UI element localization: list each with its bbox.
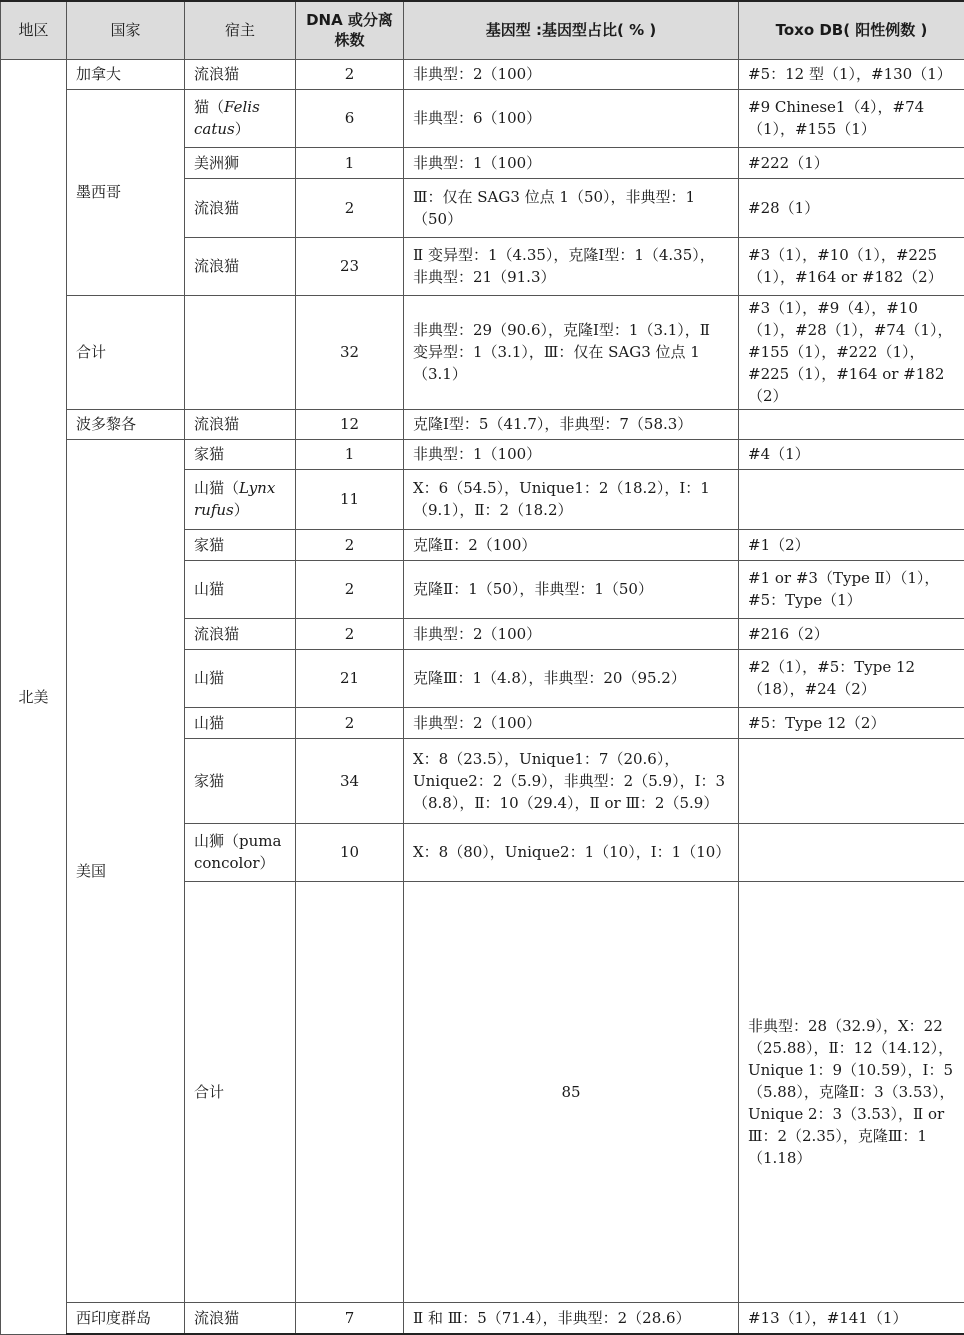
- host-latin-name: Felis catus: [194, 98, 260, 138]
- toxodb-cell: #3（1），#10（1），#225（1），#164 or #182（2）: [739, 237, 964, 295]
- toxodb-cell: [739, 823, 964, 881]
- count-cell: 10: [296, 823, 404, 881]
- host-cell: 山猫: [185, 560, 296, 618]
- genotype-cell: 非典型：29（90.6），克隆Ⅰ型：1（3.1），Ⅱ 变异型：1（3.1），Ⅲ：仅在 SAG3 位点 1（3.1）: [404, 295, 739, 409]
- table-row: [1, 59, 964, 89]
- genotype-cell: X：8（23.5），Unique1：7（20.6），Unique2：2（5.9），非典型：2（5.9），I：3（8.8），Ⅱ：10（29.4），Ⅱ or Ⅲ：2（5.9）: [404, 738, 739, 823]
- country-cell: 加拿大: [67, 59, 185, 89]
- count-cell: 12: [296, 409, 404, 439]
- genotype-cell: 非典型：2（100）: [404, 618, 739, 649]
- count-cell: 1: [296, 439, 404, 469]
- genotype-cell: 非典型：6（100）: [404, 89, 739, 147]
- host-latin-name: Lynx rufus: [194, 479, 275, 519]
- host-cell: 流浪猫: [185, 178, 296, 237]
- host-prefix: 猫（: [194, 98, 224, 116]
- toxodb-cell: [739, 409, 964, 439]
- toxodb-cell: #5：Type 12（2）: [739, 707, 964, 738]
- genotype-cell: Ⅲ：仅在 SAG3 位点 1（50），非典型：1（50）: [404, 178, 739, 237]
- toxodb-cell: [739, 469, 964, 529]
- toxodb-cell: #13（1），#141（1）: [739, 1302, 964, 1334]
- host-cell: [296, 881, 404, 1302]
- genotype-cell: 非典型：2（100）: [404, 707, 739, 738]
- table-row: [1, 1302, 964, 1334]
- host-suffix: ）: [234, 501, 249, 519]
- table-row: [1, 409, 964, 439]
- genotype-cell: 克隆Ⅱ：2（100）: [404, 529, 739, 560]
- genotype-cell: 非典型：1（100）: [404, 439, 739, 469]
- count-cell: 21: [296, 649, 404, 707]
- host-cell: [185, 295, 296, 409]
- host-cell: 家猫: [185, 529, 296, 560]
- header-host: 宿主: [185, 1, 296, 59]
- host-suffix: ）: [235, 120, 250, 138]
- genotype-cell: X：6（54.5），Unique1：2（18.2），Ⅰ：1（9.1），Ⅱ：2（18.2）: [404, 469, 739, 529]
- header-genotype: 基因型 :基因型占比( % ): [404, 1, 739, 59]
- count-cell: 1: [296, 147, 404, 178]
- genotype-cell: Ⅱ 变异型：1（4.35），克隆Ⅰ型：1（4.35），非典型：21（91.3）: [404, 237, 739, 295]
- header-region: 地区: [1, 1, 67, 59]
- country-cell: 合计: [67, 295, 185, 409]
- count-cell: 32: [296, 295, 404, 409]
- toxodb-cell: #2（1），#5：Type 12（18），#24（2）: [739, 649, 964, 707]
- country-cell: 西印度群岛: [67, 1302, 185, 1334]
- count-cell: 34: [296, 738, 404, 823]
- country-cell: 墨西哥: [67, 89, 185, 295]
- host-cell: 流浪猫: [185, 237, 296, 295]
- host-cell: [185, 89, 296, 147]
- toxodb-cell: #1 or #3（Type Ⅱ）（1），#5：Type（1）: [739, 560, 964, 618]
- host-cell: 流浪猫: [185, 59, 296, 89]
- table-row: [1, 295, 964, 409]
- toxodb-cell: #9 Chinese1（4），#74（1），#155（1）: [739, 89, 964, 147]
- country-cell: 美国: [67, 439, 185, 1302]
- toxodb-cell: #4（1）: [739, 439, 964, 469]
- count-cell: 23: [296, 237, 404, 295]
- host-cell: 山猫: [185, 649, 296, 707]
- host-cell: 流浪猫: [185, 409, 296, 439]
- genotype-cell: 非典型：28（32.9），X：22（25.88），Ⅱ：12（14.12），Unique 1：9（10.59），I：5（5.88），克隆Ⅱ：3（3.53），Unique 2：3（3.53），Ⅱ or Ⅲ：2（2.35），克隆Ⅲ：1（1.18）: [739, 881, 964, 1302]
- genotype-cell: 克隆Ⅰ型：5（41.7），非典型：7（58.3）: [404, 409, 739, 439]
- table-row: [1, 89, 964, 147]
- region-cell: 北美: [1, 59, 67, 1334]
- count-cell: 2: [296, 618, 404, 649]
- host-cell: 家猫: [185, 738, 296, 823]
- host-cell: 流浪猫: [185, 1302, 296, 1334]
- host-cell: 山猫: [185, 707, 296, 738]
- host-cell: 家猫: [185, 439, 296, 469]
- genotype-cell: 非典型：1（100）: [404, 147, 739, 178]
- host-cell: 山狮（puma concolor）: [185, 823, 296, 881]
- genotype-cell: 非典型：2（100）: [404, 59, 739, 89]
- toxodb-cell: #216（2）: [739, 618, 964, 649]
- toxodb-cell: #222（1）: [739, 147, 964, 178]
- host-cell: 流浪猫: [185, 618, 296, 649]
- country-cell: 合计: [185, 881, 296, 1302]
- count-cell: 2: [296, 59, 404, 89]
- host-cell: 美洲狮: [185, 147, 296, 178]
- genotype-cell: Ⅱ 和 Ⅲ：5（71.4），非典型：2（28.6）: [404, 1302, 739, 1334]
- count-cell: 7: [296, 1302, 404, 1334]
- country-cell: 波多黎各: [67, 409, 185, 439]
- host-cell: [185, 469, 296, 529]
- count-cell: 11: [296, 469, 404, 529]
- count-cell: 2: [296, 707, 404, 738]
- header-row: [1, 1, 964, 59]
- header-dna-count: DNA 或分离株数: [296, 1, 404, 59]
- toxodb-cell: #5：12 型（1），#130（1）: [739, 59, 964, 89]
- count-cell: 85: [404, 881, 739, 1302]
- toxodb-cell: #1（2）: [739, 529, 964, 560]
- toxodb-cell: #28（1）: [739, 178, 964, 237]
- genotype-cell: 克隆Ⅲ：1（4.8），非典型：20（95.2）: [404, 649, 739, 707]
- count-cell: 2: [296, 529, 404, 560]
- count-cell: 6: [296, 89, 404, 147]
- toxodb-cell: [739, 738, 964, 823]
- count-cell: 2: [296, 560, 404, 618]
- table-row: [1, 439, 964, 469]
- host-prefix: 山猫（: [194, 479, 239, 497]
- toxodb-cell: #3（1），#9（4），#10（1），#28（1），#74（1），#155（1），#222（1），#225（1），#164 or #182（2）: [739, 295, 964, 409]
- genotype-cell: 克隆Ⅱ：1（50），非典型：1（50）: [404, 560, 739, 618]
- genotype-cell: X：8（80），Unique2：1（10），I：1（10）: [404, 823, 739, 881]
- header-toxodb: Toxo DB( 阳性例数 ): [739, 1, 964, 59]
- count-cell: 2: [296, 178, 404, 237]
- header-country: 国家: [67, 1, 185, 59]
